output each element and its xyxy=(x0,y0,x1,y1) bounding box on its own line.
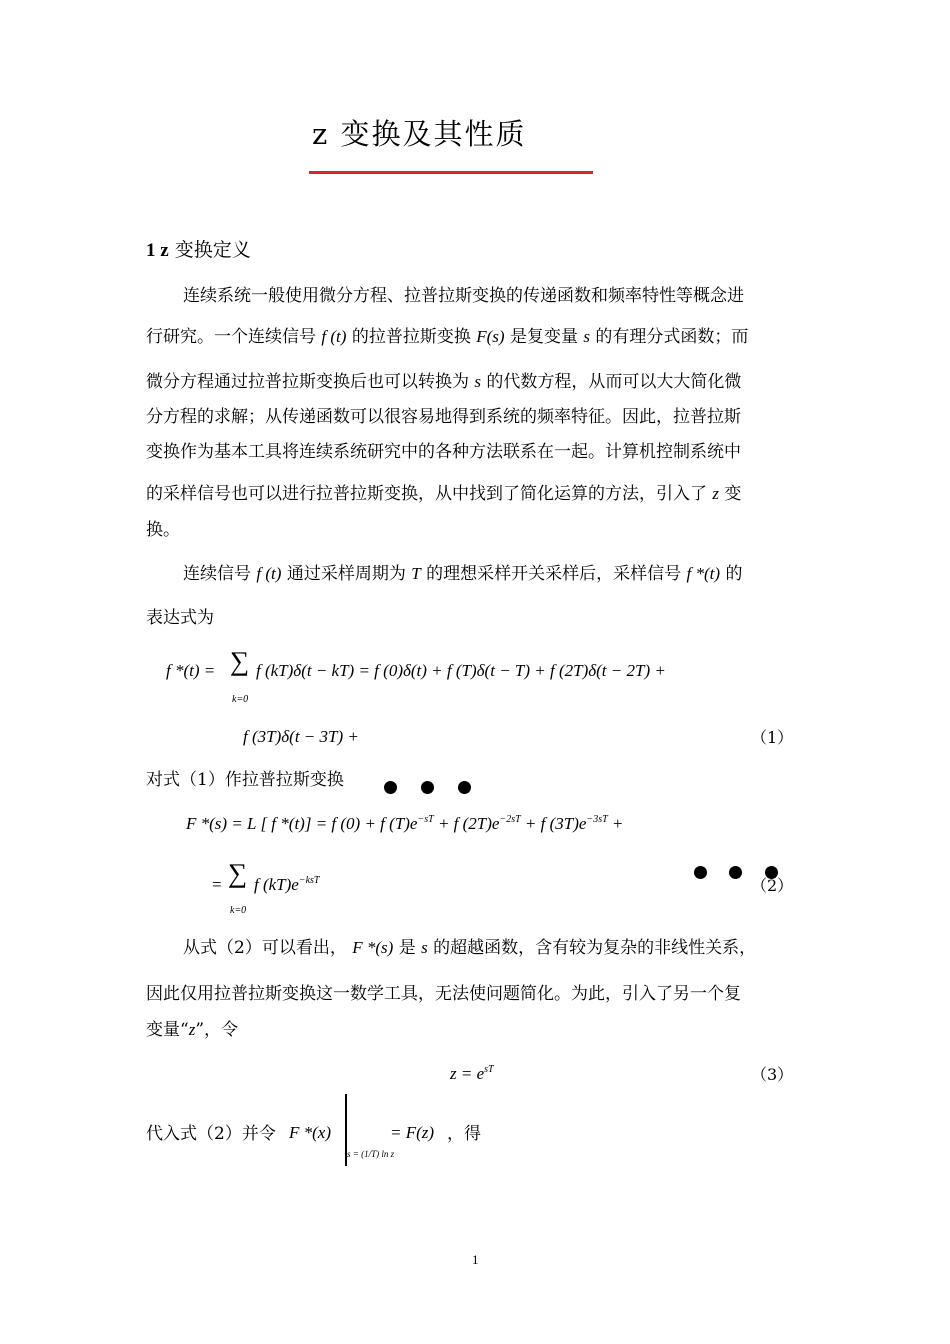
text: 通过采样周期为 xyxy=(281,564,412,584)
math-z: z xyxy=(188,1020,196,1039)
para2-line2: 表达式为 xyxy=(146,608,214,628)
eq3-number: （3） xyxy=(751,1065,794,1084)
section-number: 1 z xyxy=(146,240,169,261)
eq2-number: （2） xyxy=(751,876,794,895)
bullet-dot xyxy=(729,866,742,879)
final-line-text: 代入式（2）并令 xyxy=(146,1124,276,1144)
eq1-sum-index: k=0 xyxy=(232,694,249,705)
text: 连续信号 xyxy=(183,564,257,584)
text: 变 xyxy=(719,484,742,504)
para1-line6 xyxy=(146,482,741,506)
math-F-star-s: F *(s) xyxy=(352,938,394,957)
evaluation-subscript: s = (1/T) ln z xyxy=(347,1149,395,1159)
para3-line1 xyxy=(183,936,756,960)
text: 的拉普拉斯变换 xyxy=(346,327,477,347)
document-title: z 变换及其性质 xyxy=(312,117,527,151)
para1-line4: 分方程的求解；从传递函数可以很容易地得到系统的频率特征。因此，拉普拉斯 xyxy=(146,407,741,427)
eq2-line2 xyxy=(254,875,319,895)
math-s: s xyxy=(474,372,482,391)
eq2-line1 xyxy=(186,814,623,834)
text: + f (2T)e xyxy=(433,814,500,833)
math-s: s xyxy=(583,327,591,346)
summation-symbol: ∑ xyxy=(228,858,248,888)
text: 的有理分式函数；而 xyxy=(590,327,749,347)
exponent: −3sT xyxy=(586,814,608,825)
summation-symbol: ∑ xyxy=(230,646,250,676)
text: 的理想采样开关采样后，采样信号 xyxy=(420,564,687,584)
para1-line7: 换。 xyxy=(146,520,180,540)
section-heading xyxy=(146,235,251,262)
eq1-rhs-line2: f (3T)δ(t − 3T) + xyxy=(243,727,359,746)
text: 的超越函数，含有较为复杂的非线性关系， xyxy=(427,938,757,958)
section-title: 变换定义 xyxy=(168,239,251,261)
text: 是复变量 xyxy=(504,327,584,347)
text: 的采样信号也可以进行拉普拉斯变换，从中找到了简化运算的方法，引入了 xyxy=(146,484,713,504)
math-s: s xyxy=(421,938,428,957)
text: 变量“ xyxy=(146,1020,189,1040)
final-line-end: ，得 xyxy=(447,1124,481,1144)
para3-line2: 因此仅用拉普拉斯变换这一数学工具，无法使问题简化。为此，引入了另一个复 xyxy=(146,984,741,1004)
bullet-dot xyxy=(421,781,434,794)
title-underline xyxy=(309,171,593,174)
text: 是 xyxy=(393,938,422,958)
exponent: sT xyxy=(484,1064,494,1075)
text: 微分方程通过拉普拉斯变换后也可以转换为 xyxy=(146,372,475,392)
bullet-dot xyxy=(694,866,707,879)
text: ”，令 xyxy=(195,1020,239,1040)
para3-line3 xyxy=(146,1018,238,1042)
exponent: −ksT xyxy=(298,875,320,886)
math-T: T xyxy=(411,564,421,583)
text: + xyxy=(607,814,624,833)
text: 行研究。一个连续信号 xyxy=(146,327,322,347)
eq1-lhs: f *(t) = xyxy=(166,661,216,680)
text: 的代数方程，从而可以大大简化微 xyxy=(481,372,742,392)
bullet-dot xyxy=(458,781,471,794)
math-f-t: f (t) xyxy=(321,327,347,346)
math-F-s: F(s) xyxy=(476,327,505,346)
text: F *(s) = L [ f *(t)] = f (0) + f (T)e xyxy=(186,814,418,833)
eq2-equals: = xyxy=(212,875,222,894)
para1-line1: 连续系统一般使用微分方程、拉普拉斯变换的传递函数和频率特性等概念进 xyxy=(183,286,744,306)
eq1-rhs-line1: f (kT)δ(t − kT) = f (0)δ(t) + f (T)δ(t − T) + f (2T)δ(t − 2T) + xyxy=(256,661,666,680)
math-f-star-t: f *(t) xyxy=(686,564,721,583)
math-F-z: = F(z) xyxy=(390,1123,435,1142)
para2-line1 xyxy=(183,562,742,586)
math-f-t: f (t) xyxy=(256,564,282,583)
para1-line3 xyxy=(146,370,741,394)
math-z: z xyxy=(712,484,720,503)
bullet-dot xyxy=(384,781,397,794)
math-F-star-x: F *(x) xyxy=(289,1123,332,1142)
para1-line2 xyxy=(146,325,748,349)
para1-line5: 变换作为基本工具将连续系统研究中的各种方法联系在一起。计算机控制系统中 xyxy=(146,442,741,462)
eq1-number: （1） xyxy=(751,728,794,747)
text: + f (3T)e xyxy=(520,814,587,833)
text: 从式（2）可以看出， xyxy=(183,938,353,958)
text: f (kT)e xyxy=(254,875,299,894)
eq2-sum-index: k=0 xyxy=(230,905,247,916)
exponent: −2sT xyxy=(499,814,521,825)
text: z = e xyxy=(450,1064,485,1083)
text: 的 xyxy=(720,564,743,584)
page-number: 1 xyxy=(472,1252,479,1267)
exponent: −sT xyxy=(417,814,434,825)
transform-intro: 对式（1）作拉普拉斯变换 xyxy=(146,770,344,790)
eq3 xyxy=(450,1064,494,1084)
